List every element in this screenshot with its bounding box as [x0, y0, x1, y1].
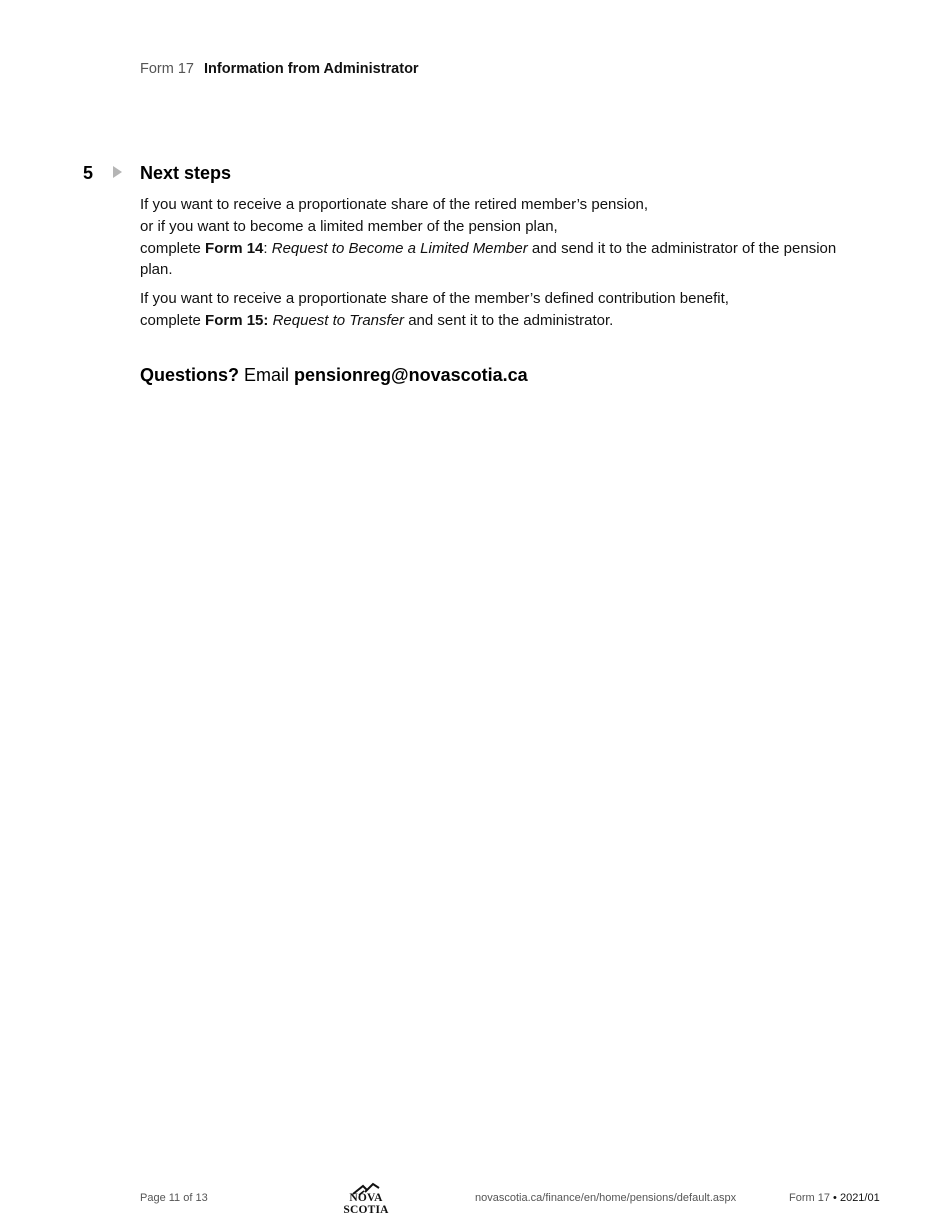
para2-line2: complete Form 15: Request to Transfer and sent it to the administrator. [140, 311, 614, 329]
footer-version: 2021/01 [839, 1192, 880, 1204]
questions-line [140, 365, 528, 386]
form-14-name: Request to Become a Limited Member [271, 239, 528, 257]
footer-url[interactable]: novascotia.ca/finance/en/home/pensions/default.aspx [475, 1192, 737, 1204]
form-15-ref: Form 15: [205, 311, 269, 329]
logo-text: NOVA SCOTIA [343, 1192, 389, 1216]
para2-line1: If you want to receive a proportionate share of the member’s defined contribution benefit, [140, 290, 729, 307]
bullet: • [833, 1192, 837, 1204]
footer-form-label: Form 17 [789, 1192, 830, 1204]
email-prefix: Email [239, 365, 295, 385]
form-15-name: Request to Transfer [272, 311, 405, 329]
page-header [140, 61, 419, 77]
form-14-ref: Form 14 [205, 239, 264, 257]
page-number: Page 11 of 13 [140, 1192, 208, 1204]
triangle-right-icon [113, 166, 122, 178]
para1-line2: or if you want to become a limited member of the pension plan, [140, 217, 558, 235]
questions-label: Questions? [140, 365, 240, 385]
paragraph-form14 [140, 194, 860, 281]
footer-form-version [789, 1192, 880, 1204]
nova-scotia-logo-icon [326, 1182, 406, 1216]
form-title: Information from Administrator [204, 61, 419, 77]
email-link[interactable]: pensionreg@novascotia.ca [294, 365, 528, 385]
section-title: Next steps [140, 163, 232, 183]
para1-line3: complete Form 14: Request to Become a Limited Member and send it to the administrator of the pension plan. [140, 239, 837, 279]
para1-line1: If you want to receive a proportionate share of the retired member’s pension, [140, 196, 649, 213]
section-number: 5 [83, 163, 94, 183]
form-label: Form 17 [140, 61, 194, 77]
paragraph-form15 [140, 288, 860, 332]
